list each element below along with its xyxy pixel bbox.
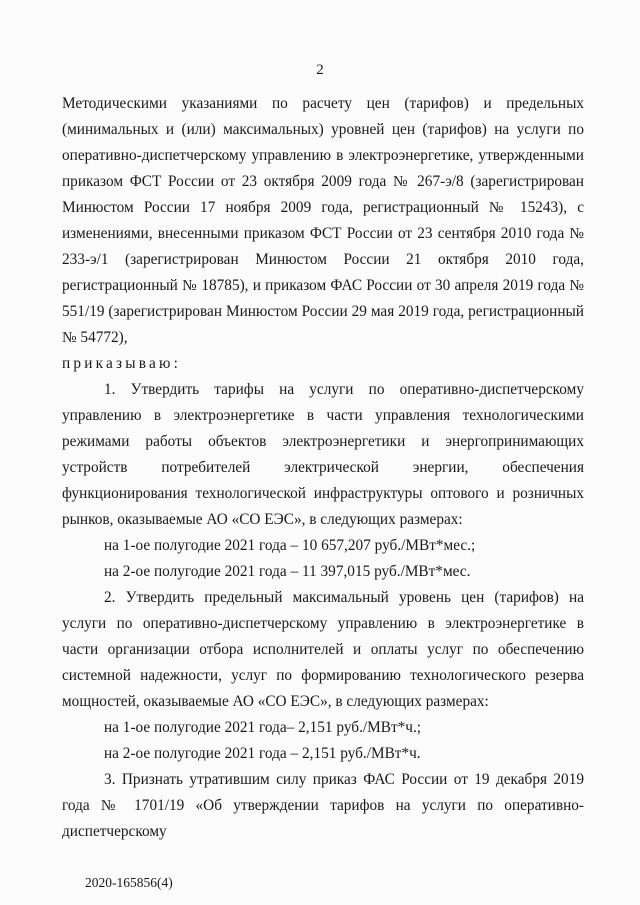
item-1-rate-2: на 2-ое полугодие 2021 года – 11 397,015 руб./МВт*мес. — [104, 563, 471, 580]
item-1-paragraph: 1. Утвердить тарифы на услуги по оперативно-диспетчерскому управлению в электроэнергетике в части управления технологическими режимами работы объектов электроэнергетики и энергопринимающих устройств потребителей электрической энергии, обеспечения функционирования технологической инфраструктуры оптового и розничных рынков, оказываемые АО «СО ЕЭС», в следующих размерах: — [62, 381, 584, 528]
item-2-rate-2: на 2-ое полугодие 2021 года – 2,151 руб./МВт*ч. — [104, 745, 421, 762]
item-1-rate-1: на 1-ое полугодие 2021 года – 10 657,207 руб./МВт*мес.; — [104, 537, 476, 554]
item-2-paragraph: 2. Утвердить предельный максимальный уровень цен (тарифов) на услуги по оперативно-диспетчерскому управлению в электроэнергетике в части организации отбора исполнителей и оплаты услуг по обеспечению системной надежности, услуг по формированию технологического резерва мощностей, оказываемые АО «СО ЕЭС», в следующих размерах: — [62, 589, 584, 710]
item-3-paragraph: 3. Признать утратившим силу приказ ФАС России от 19 декабря 2019 года № 1701/19 «Об утверждении тарифов на услуги по оперативно-диспетчерскому — [62, 771, 584, 840]
document-code: 2020-165856(4) — [85, 875, 173, 890]
intro-paragraph: Методическими указаниями по расчету цен (тарифов) и предельных (минимальных и (или) максимальных) уровней цен (тарифов) на услуги по оперативно-диспетчерскому управлению в электроэнергетике, утвержденными приказом ФСТ России от 23 октября 2009 года № 267-э/8 (зарегистрирован Минюстом России 17 ноября 2009 года, регистрационный № 15243), с изменениями, внесенными приказом ФСТ России от 23 сентября 2010 года № 233-э/1 (зарегистрирован Минюстом России 21 октября 2010 года, регистрационный № 18785), и приказом ФАС России от 30 апреля 2019 года № 551/19 (зарегистрирован Минюстом России 29 мая 2019 года, регистрационный № 54772), — [62, 95, 584, 346]
document-body — [62, 91, 584, 845]
order-word: приказываю: — [62, 355, 182, 372]
page-number: 2 — [316, 62, 324, 78]
item-2-rate-1: на 1-ое полугодие 2021 года– 2,151 руб./МВт*ч.; — [104, 719, 422, 736]
